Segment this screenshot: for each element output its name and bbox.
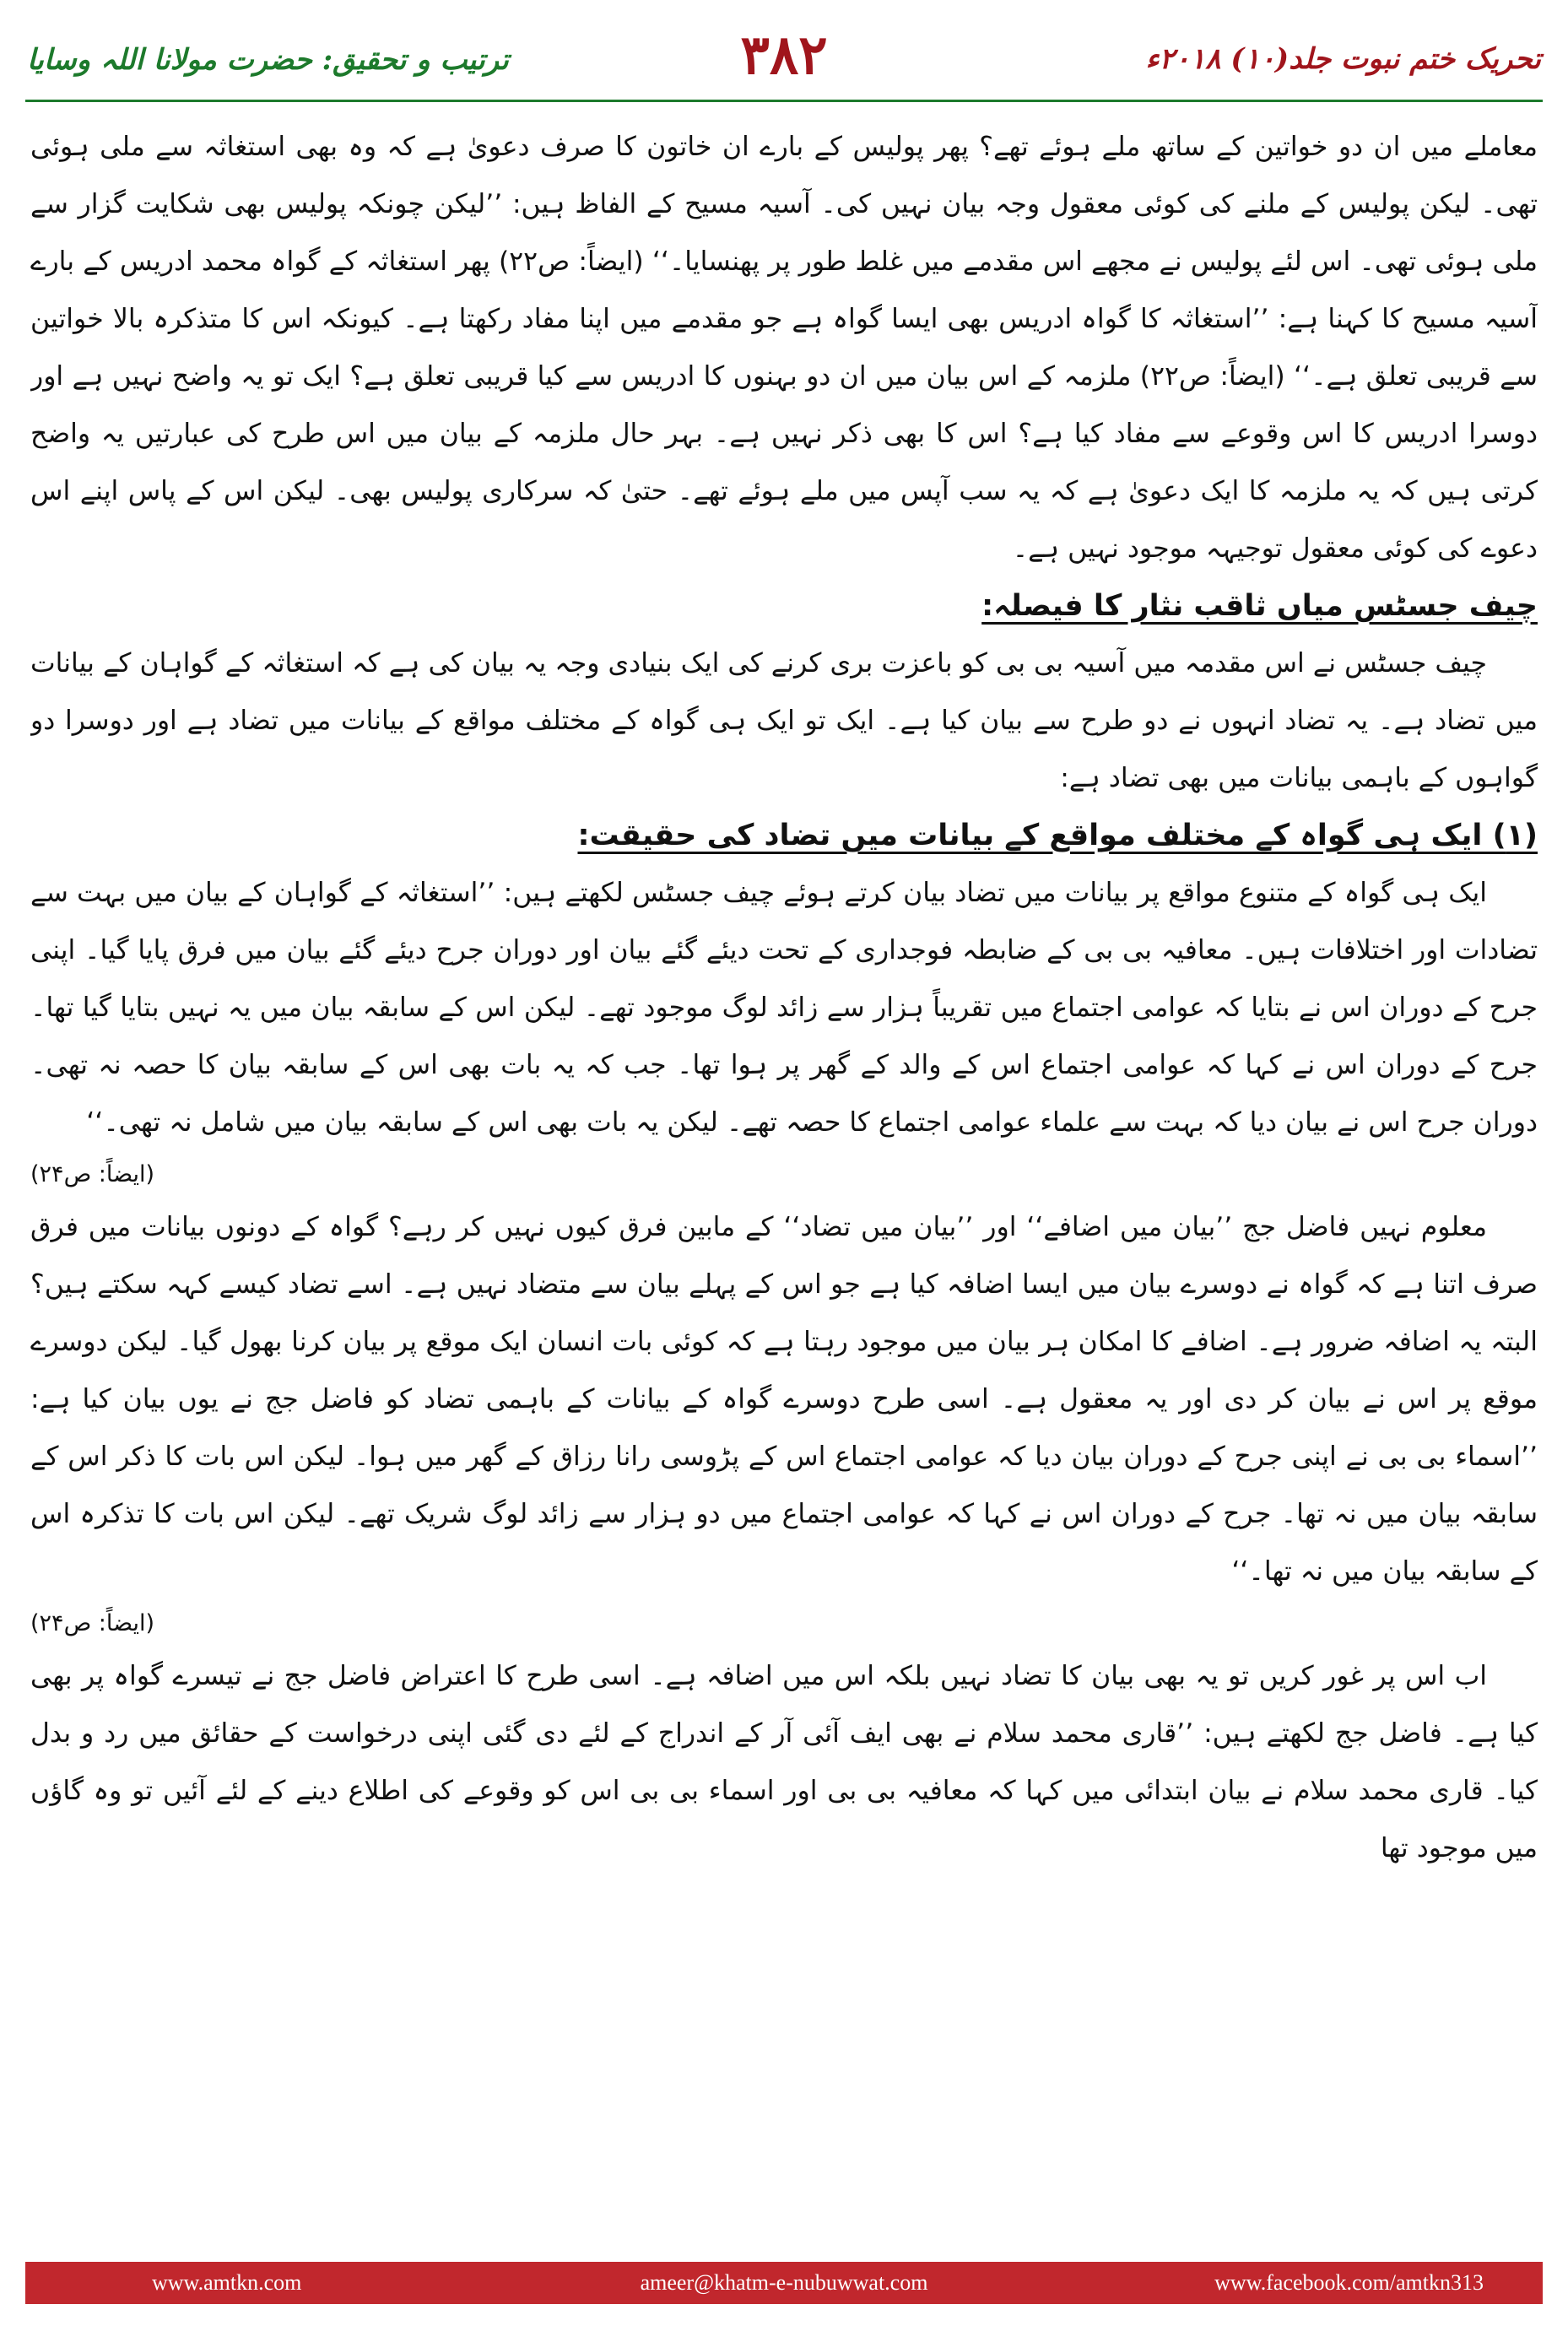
footer-website-link[interactable]: www.amtkn.com [152,2270,302,2295]
paragraph-4: معلوم نہیں فاضل جج ’’بیان میں اضافے‘‘ اور ’’بیان میں تضاد‘‘ کے مابین فرق کیوں نہیں کر رہے؟ گواہ کے دونوں بیانات میں فرق صرف اتنا ہے کہ گواہ نے دوسرے بیان میں ایسا اضافہ کیا ہے جو اس کے پہلے بیان سے متضاد نہیں ہے۔ اسے تضاد کیسے کہہ سکتے ہیں؟ البتہ یہ اضافہ ضرور ہے۔ اضافے کا امکان ہر بیان میں موجود رہتا ہے کہ کوئی بات انسان ایک موقع پر بیان کرنا بھول گیا۔ لیکن دوسرے موقع پر اس نے بیان کر دی اور یہ معقول ہے۔ اسی طرح دوسرے گواہ کے بیانات کے باہمی تضاد کو فاضل جج نے یوں بیان کیا ہے: ’’اسماء بی بی نے اپنی جرح کے دوران بیان دیا کہ عوامی اجتماع اس کے پڑوسی رانا رزاق کے گھر میں ہوا۔ لیکن اس بات کا ذکر اس کے سابقہ بیان میں نہ تھا۔ جرح کے دوران اس نے کہا کہ عوامی اجتماع میں دو ہزار سے زائد لوگ شریک تھے۔ لیکن اس بات کا تذکرہ اس کے سابقہ بیان میں نہ تھا۔‘‘ [30,1212,1538,1587]
footer-facebook-link[interactable]: www.facebook.com/amtkn313 [1214,2270,1484,2295]
header-divider [25,100,1543,102]
reference-2: (ایضاً: ص۲۴) [30,1610,155,1636]
book-title: تحریک ختم نبوت جلد(۱۰) ۲۰۱۸ء [1145,42,1541,76]
paragraph-2: چیف جسٹس نے اس مقدمہ میں آسیہ بی بی کو باعزت بری کرنے کی ایک بنیادی وجہ یہ بیان کی ہے کہ استغاثہ کے گواہان کے بیانات میں تضاد ہے۔ یہ تضاد انہوں نے دو طرح سے بیان کیا ہے۔ ایک تو ایک ہی گواہ کے مختلف مواقع کے بیانات میں تضاد ہے اور دوسرا دو گواہوں کے باہمی بیانات میں بھی تضاد ہے: [30,648,1538,793]
page-body [30,118,1538,2203]
paragraph-5: اب اس پر غور کریں تو یہ بھی بیان کا تضاد نہیں بلکہ اس میں اضافہ ہے۔ اسی طرح کا اعتراض فاضل جج نے تیسرے گواہ پر بھی کیا ہے۔ فاضل جج لکھتے ہیں: ’’قاری محمد سلام نے بھی ایف آئی آر کے اندراج کے لئے دی گئی اپنی درخواست کے حقائق میں رد و بدل کیا۔ قاری محمد سلام نے بیان ابتدائی میں کہا کہ معافیہ بی بی اور اسماء بی بی اس کو وقوعے کی اطلاع دینے کے لئے آئیں تو وہ گاؤں میں موجود تھا [30,1661,1538,1863]
compiler-title: ترتیب و تحقیق: حضرت مولانا اللہ وسایا [27,43,509,77]
paragraph-3: ایک ہی گواہ کے متنوع مواقع پر بیانات میں تضاد بیان کرتے ہوئے چیف جسٹس لکھتے ہیں: ’’استغاثہ کے گواہان کے بیان میں بہت سے تضادات اور اختلافات ہیں۔ معافیہ بی بی کے ضابطہ فوجداری کے تحت دیئے گئے بیان اور دوران جرح دیئے گئے بیان میں فرق پایا گیا۔ اپنی جرح کے دوران اس نے بتایا کہ عوامی اجتماع میں تقریباً ہزار سے زائد لوگ موجود تھے۔ لیکن اس کے سابقہ بیان میں یہ نہیں بتایا گیا تھا۔ جرح کے دوران اس نے کہا کہ عوامی اجتماع اس کے والد کے گھر پر ہوا تھا۔ جب کہ یہ بات بھی اس کے سابقہ بیان کا حصہ نہ تھی۔ دوران جرح اس نے بیان دیا کہ بہت سے علماء عوامی اجتماع کا حصہ تھے۔ لیکن یہ بات بھی اس کے سابقہ بیان میں شامل نہ تھی۔‘‘ [30,878,1538,1138]
page-header [0,0,1568,101]
reference-1: (ایضاً: ص۲۴) [30,1161,155,1187]
paragraph-1: معاملے میں ان دو خواتین کے ساتھ ملے ہوئے تھے؟ پھر پولیس کے بارے ان خاتون کا صرف دعویٰ ہے کہ وہ بھی استغاثہ سے ملی ہوئی تھی۔ لیکن پولیس کے ملنے کی کوئی معقول وجہ بیان نہیں کی۔ آسیہ مسیح کے الفاظ ہیں: ’’لیکن چونکہ پولیس بھی شکایت گزار سے ملی ہوئی تھی۔ اس لئے پولیس نے مجھے اس مقدمے میں غلط طور پر پھنسایا۔‘‘ (ایضاً: ص۲۲) پھر استغاثہ کے گواہ محمد ادریس کے بارے آسیہ مسیح کا کہنا ہے: ’’استغاثہ کا گواہ ادریس بھی ایسا گواہ ہے جو مقدمے میں اپنا مفاد رکھتا ہے۔ کیونکہ اس کا متذکرہ بالا خواتین سے قریبی تعلق ہے۔‘‘ (ایضاً: ص۲۲) ملزمہ کے اس بیان میں ان دو بہنوں کا ادریس سے کیا قریبی تعلق ہے؟ ایک تو یہ واضح نہیں ہے اور دوسرا ادریس کا اس وقوعے سے مفاد کیا ہے؟ اس کا بھی ذکر نہیں ہے۔ بہر حال ملزمہ کے بیان میں اس طرح کی عبارتیں یہ واضح کرتی ہیں کہ یہ ملزمہ کا ایک دعویٰ ہے کہ یہ سب آپس میں ملے ہوئے تھے۔ حتیٰ کہ سرکاری پولیس بھی۔ لیکن اس کے پاس اپنے اس دعوے کی کوئی معقول توجیہہ موجود نہیں ہے۔ [30,132,1538,564]
section-heading-contradiction: (۱) ایک ہی گواہ کے مختلف مواقع کے بیانات میں تضاد کی حقیقت: [577,819,1538,852]
footer-email-link[interactable]: ameer@khatm-e-nubuwwat.com [640,2270,928,2295]
page-number: ۳۸۲ [740,24,828,87]
section-heading-chief-justice: چیف جسٹس میاں ثاقب نثار کا فیصلہ: [981,589,1538,623]
page-footer [25,2262,1543,2304]
